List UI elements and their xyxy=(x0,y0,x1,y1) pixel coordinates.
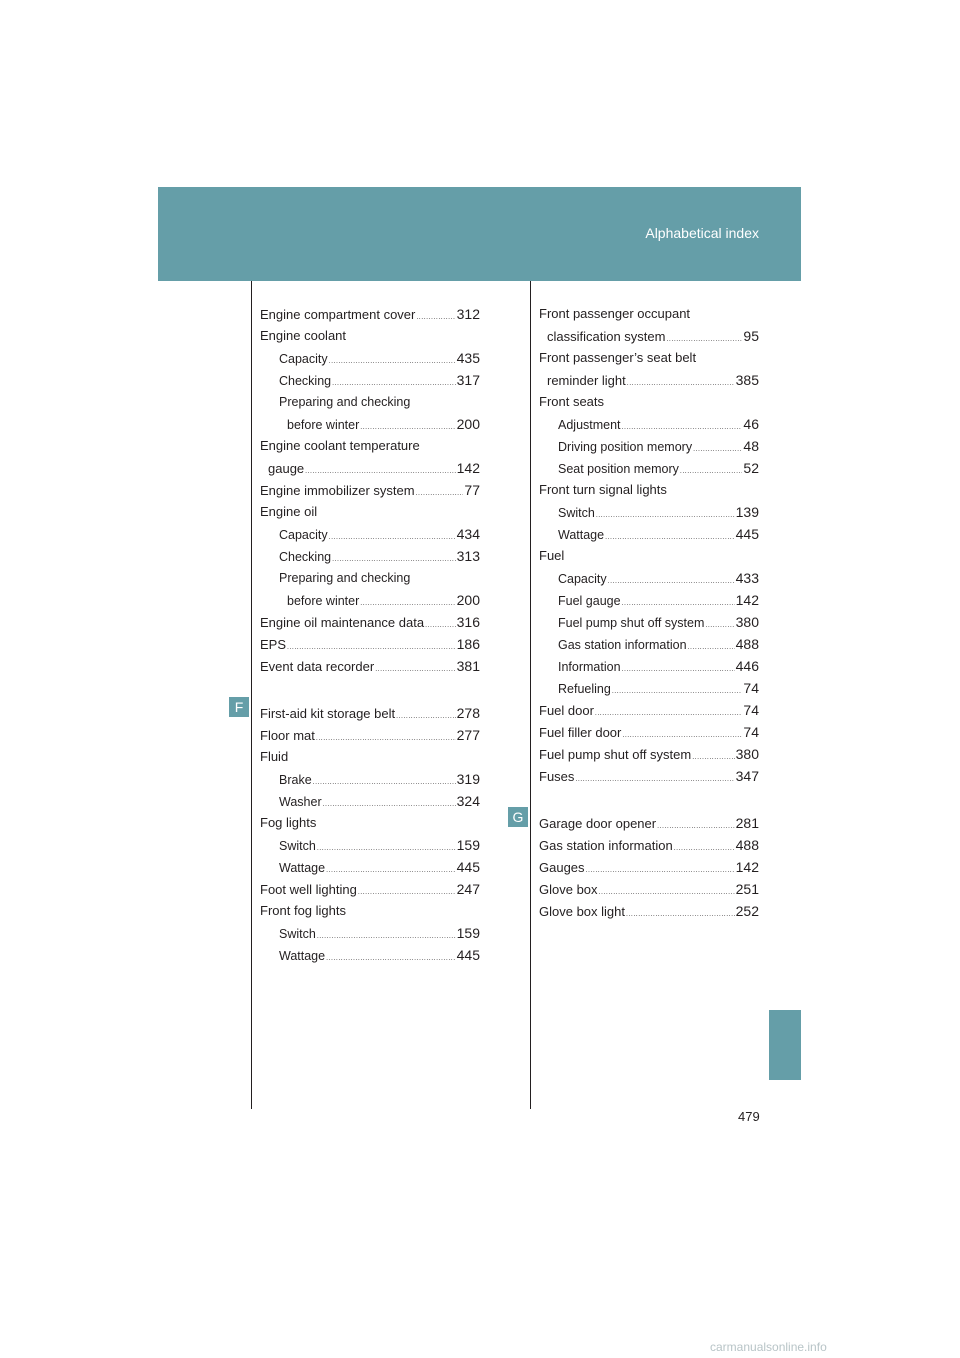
index-entry xyxy=(260,702,480,724)
entry-heading: Fluid xyxy=(260,749,289,764)
index-entry xyxy=(260,545,480,567)
entry-term: Foot well lighting xyxy=(260,882,357,897)
column-divider-right xyxy=(530,281,531,1109)
index-entry xyxy=(539,501,759,523)
index-entry xyxy=(260,413,480,435)
entry-term: Checking xyxy=(279,374,332,388)
page-ref: 312 xyxy=(456,306,480,322)
page-ref: 200 xyxy=(456,592,480,608)
index-entry xyxy=(539,743,759,765)
entry-term: Capacity xyxy=(279,352,328,366)
entry-heading: Front passenger’s seat belt xyxy=(539,350,697,365)
index-entry xyxy=(539,900,759,922)
entry-term: gauge xyxy=(268,461,305,476)
index-entry xyxy=(260,856,480,878)
page-ref: 159 xyxy=(456,925,480,941)
index-entry xyxy=(260,922,480,944)
entry-term: Switch xyxy=(279,839,316,853)
index-entry xyxy=(539,655,759,677)
page-ref: 313 xyxy=(456,548,480,564)
page-ref: 381 xyxy=(456,658,480,674)
entry-heading: Front fog lights xyxy=(260,903,346,918)
index-entry xyxy=(539,457,759,479)
page-ref: 142 xyxy=(735,859,759,875)
index-entry xyxy=(260,435,480,457)
page-ref: 319 xyxy=(456,771,480,787)
entry-term: Wattage xyxy=(279,861,326,875)
page-ref: 251 xyxy=(735,881,759,897)
entry-term: Seat position memory xyxy=(558,462,679,476)
index-entry xyxy=(539,435,759,457)
page-section-title: Alphabetical index xyxy=(645,225,759,241)
entry-term: Driving position memory xyxy=(558,440,693,454)
index-column-right xyxy=(539,303,759,922)
index-entry xyxy=(539,589,759,611)
entry-term: Capacity xyxy=(558,572,607,586)
entry-term: Wattage xyxy=(279,949,326,963)
index-entry xyxy=(260,944,480,966)
index-entry xyxy=(539,677,759,699)
entry-term: Fuel pump shut off system xyxy=(558,616,705,630)
page-ref: 317 xyxy=(456,372,480,388)
page-ref: 435 xyxy=(456,350,480,366)
entry-term: Gas station information xyxy=(558,638,687,652)
index-entry xyxy=(260,347,480,369)
entry-term: Washer xyxy=(279,795,322,809)
index-entry xyxy=(260,900,480,922)
entry-term: before winter xyxy=(287,594,360,608)
index-entry xyxy=(260,457,480,479)
watermark: carmanualsonline.info xyxy=(710,1340,827,1354)
entry-term: Glove box light xyxy=(539,904,625,919)
letter-tab-g: G xyxy=(508,807,528,827)
page-ref: 74 xyxy=(743,702,759,718)
index-entry xyxy=(539,834,759,856)
index-entry xyxy=(539,633,759,655)
entry-term: Brake xyxy=(279,773,312,787)
index-entry xyxy=(539,765,759,787)
entry-term: Gauges xyxy=(539,860,585,875)
index-entry xyxy=(539,699,759,721)
entry-heading: Fuel xyxy=(539,548,565,563)
entry-heading: Engine coolant temperature xyxy=(260,438,420,453)
entry-term: Switch xyxy=(279,927,316,941)
index-entry xyxy=(539,391,759,413)
index-column-left xyxy=(260,303,480,966)
letter-tab-f: F xyxy=(229,697,249,717)
index-entry xyxy=(539,721,759,743)
page-ref: 281 xyxy=(735,815,759,831)
index-entry xyxy=(260,391,480,413)
entry-term: Engine immobilizer system xyxy=(260,483,415,498)
page-ref: 52 xyxy=(743,460,759,476)
page-ref: 247 xyxy=(456,881,480,897)
index-entry xyxy=(260,633,480,655)
page-ref: 200 xyxy=(456,416,480,432)
page-ref: 380 xyxy=(735,614,759,630)
leader-dots xyxy=(626,904,735,926)
page-ref: 446 xyxy=(735,658,759,674)
entry-term: Fuses xyxy=(539,769,575,784)
entry-heading: Engine oil xyxy=(260,504,318,519)
page-ref: 252 xyxy=(735,903,759,919)
entry-term: Switch xyxy=(558,506,595,520)
index-entry xyxy=(260,768,480,790)
index-entry xyxy=(260,878,480,900)
header-band xyxy=(158,187,801,281)
index-entry xyxy=(539,413,759,435)
page-ref: 74 xyxy=(743,724,759,740)
column-divider-left xyxy=(251,281,252,1109)
page-number: 479 xyxy=(738,1109,760,1124)
index-entry xyxy=(260,724,480,746)
entry-term: Checking xyxy=(279,550,332,564)
entry-term: Event data recorder xyxy=(260,659,375,674)
entry-heading: Front turn signal lights xyxy=(539,482,667,497)
page-ref: 277 xyxy=(456,727,480,743)
index-entry xyxy=(539,303,759,325)
index-entry xyxy=(539,325,759,347)
entry-heading: Preparing and checking xyxy=(279,395,411,409)
page-ref: 48 xyxy=(743,438,759,454)
index-entry xyxy=(260,611,480,633)
page-ref: 433 xyxy=(735,570,759,586)
index-entry xyxy=(539,545,759,567)
entry-term: Fuel filler door xyxy=(539,725,622,740)
page-ref: 278 xyxy=(456,705,480,721)
page-ref: 324 xyxy=(456,793,480,809)
entry-heading: Engine coolant xyxy=(260,328,347,343)
index-entry xyxy=(260,523,480,545)
index-entry xyxy=(260,655,480,677)
page-ref: 139 xyxy=(735,504,759,520)
page-ref: 445 xyxy=(735,526,759,542)
entry-term: classification system xyxy=(547,329,666,344)
index-entry xyxy=(260,790,480,812)
entry-term: Capacity xyxy=(279,528,328,542)
entry-term: EPS xyxy=(260,637,287,652)
index-entry xyxy=(260,834,480,856)
index-entry xyxy=(260,325,480,347)
index-entry xyxy=(260,303,480,325)
index-entry xyxy=(539,812,759,834)
entry-term: Fuel door xyxy=(539,703,594,718)
index-entry xyxy=(539,856,759,878)
index-entry xyxy=(260,567,480,589)
index-entry xyxy=(539,611,759,633)
page-ref: 142 xyxy=(456,460,480,476)
entry-term: Fuel gauge xyxy=(558,594,621,608)
page-ref: 347 xyxy=(735,768,759,784)
page-ref: 159 xyxy=(456,837,480,853)
page-ref: 74 xyxy=(743,680,759,696)
entry-term: Adjustment xyxy=(558,418,621,432)
entry-heading: Front passenger occupant xyxy=(539,306,691,321)
entry-term: Floor mat xyxy=(260,728,315,743)
index-entry xyxy=(260,501,480,523)
index-entry xyxy=(260,479,480,501)
entry-heading: Fog lights xyxy=(260,815,317,830)
index-entry xyxy=(260,812,480,834)
entry-term: Fuel pump shut off system xyxy=(539,747,692,762)
entry-term: Refueling xyxy=(558,682,611,696)
index-entry xyxy=(260,589,480,611)
entry-heading: Front seats xyxy=(539,394,605,409)
page-ref: 488 xyxy=(735,837,759,853)
page-ref: 142 xyxy=(735,592,759,608)
entry-term: before winter xyxy=(287,418,360,432)
entry-term: Glove box xyxy=(539,882,598,897)
entry-term: Wattage xyxy=(558,528,605,542)
section-thumb-tab xyxy=(769,1010,801,1080)
page-ref: 46 xyxy=(743,416,759,432)
index-entry xyxy=(539,479,759,501)
entry-term: Engine compartment cover xyxy=(260,307,416,322)
index-entry xyxy=(539,878,759,900)
index-entry xyxy=(260,746,480,768)
entry-term: Gas station information xyxy=(539,838,673,853)
page-ref: 445 xyxy=(456,947,480,963)
page-ref: 434 xyxy=(456,526,480,542)
page-ref: 385 xyxy=(735,372,759,388)
leader-dots xyxy=(326,948,456,970)
entry-term: Engine oil maintenance data xyxy=(260,615,425,630)
page-ref: 380 xyxy=(735,746,759,762)
index-entry xyxy=(539,347,759,369)
entry-term: First-aid kit storage belt xyxy=(260,706,396,721)
page-ref: 186 xyxy=(456,636,480,652)
page-ref: 95 xyxy=(743,328,759,344)
page-ref: 445 xyxy=(456,859,480,875)
index-entry xyxy=(539,369,759,391)
entry-term: Information xyxy=(558,660,621,674)
leader-dots xyxy=(575,769,734,791)
index-entry xyxy=(539,523,759,545)
entry-term: Garage door opener xyxy=(539,816,657,831)
page-ref: 316 xyxy=(456,614,480,630)
leader-dots xyxy=(375,659,455,681)
page-ref: 488 xyxy=(735,636,759,652)
index-entry xyxy=(539,567,759,589)
entry-term: reminder light xyxy=(547,373,626,388)
entry-heading: Preparing and checking xyxy=(279,571,411,585)
page-ref: 77 xyxy=(464,482,480,498)
index-entry xyxy=(260,369,480,391)
